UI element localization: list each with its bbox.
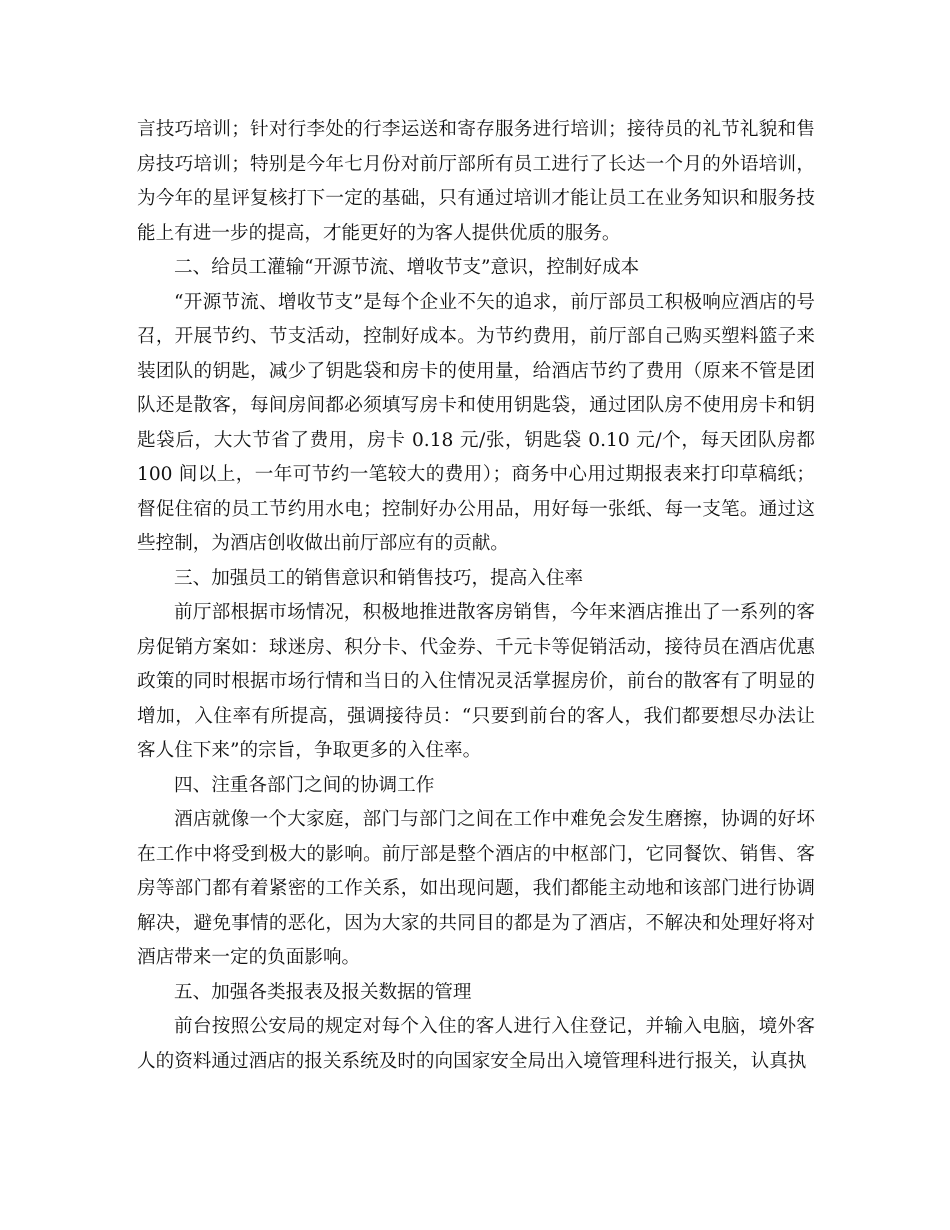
section-heading-reports: 五、加强各类报表及报关数据的管理 bbox=[174, 981, 472, 1003]
section-heading-sales: 三、加强员工的销售意识和销售技巧，提高入住率 bbox=[174, 567, 584, 589]
paragraph-cost-control: “开源节流、增收节支”是每个企业不矢的追求，前厅部员工积极响应酒店的号召，开展节约、节支活动，控制好成本。为节约费用，前厅部自己购买塑料篮子来装团队的钥匙，减少了钥匙袋和房卡的使用量，给酒店节约了费用（原来不管是团队还是散客，每间房间都必须填写房卡和使用钥匙袋，通过团队房不使用房卡和钥匙袋后，大大节省了费用，房卡 0.18 元/张，钥匙袋 0.10 元/个，每天团队房都 100 间以上，一年可节约一笔较大的费用）；商务中心用过期报表来打印草稿纸；督促住宿的员工节约用水电；控制好办公用品，用好每一张纸、每一支笔。通过这些控制，为酒店创收做出前厅部应有的贡献。 bbox=[137, 291, 815, 554]
document-body bbox=[137, 113, 815, 1079]
section-heading-cost-control: 二、给员工灌输“开源节流、增收节支”意识，控制好成本 bbox=[174, 257, 640, 278]
section-heading-coordination: 四、注重各部门之间的协调工作 bbox=[174, 774, 435, 796]
paragraph-coordination: 酒店就像一个大家庭，部门与部门之间在工作中难免会发生磨擦，协调的好坏在工作中将受到极大的影响。前厅部是整个酒店的中枢部门，它同餐饮、销售、客房等部门都有着紧密的工作关系，如出现问题，我们都能主动地和该部门进行协调解决，避免事情的恶化，因为大家的共同目的都是为了酒店，不解决和处理好将对酒店带来一定的负面影响。 bbox=[137, 809, 815, 968]
paragraph-training-continued: 言技巧培训；针对行李处的行李运送和寄存服务进行培训；接待员的礼节礼貌和售房技巧培训；特别是今年七月份对前厅部所有员工进行了长达一个月的外语培训，为今年的星评复核打下一定的基础，只有通过培训才能让员工在业务知识和服务技能上有进一步的提高，才能更好的为客人提供优质的服务。 bbox=[137, 119, 815, 244]
paragraph-reports: 前台按照公安局的规定对每个入住的客人进行入住登记，并输入电脑，境外客人的资料通过酒店的报关系统及时的向国家安全局出入境管理科进行报关，认真执 bbox=[137, 1016, 815, 1072]
paragraph-sales: 前厅部根据市场情况，积极地推进散客房销售，今年来酒店推出了一系列的客房促销方案如：球迷房、积分卡、代金券、千元卡等促销活动，接待员在酒店优惠政策的同时根据市场行情和当日的入住情况灵活掌握房价，前台的散客有了明显的增加，入住率有所提高，强调接待员：“只要到前台的客人，我们都要想尽办法让客人住下来”的宗旨，争取更多的入住率。 bbox=[137, 602, 815, 761]
